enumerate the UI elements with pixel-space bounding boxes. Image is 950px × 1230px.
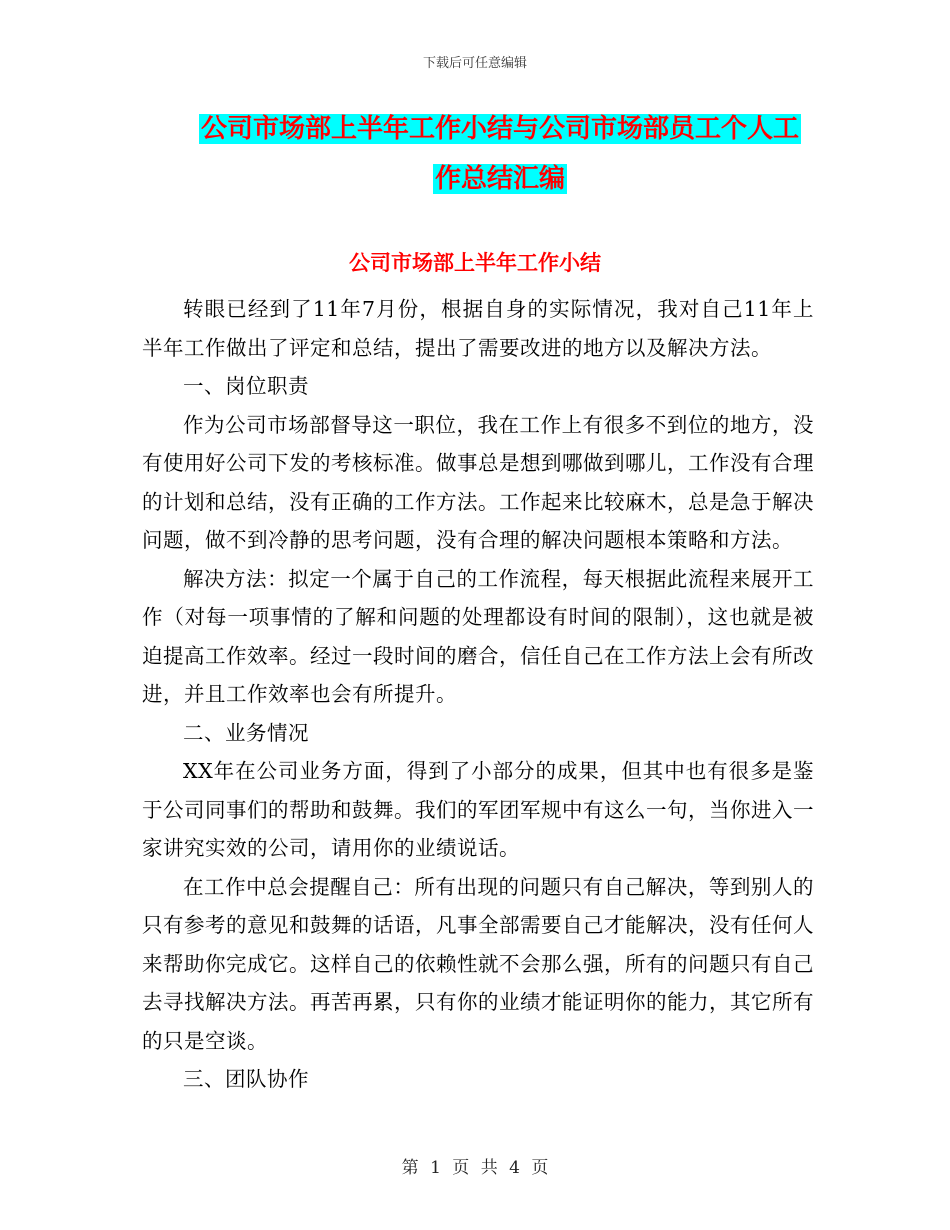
document-body bbox=[142, 290, 814, 1099]
page-number: 第 1 页 共 4 页 bbox=[401, 1158, 549, 1178]
section-heading: 公司市场部上半年工作小结 bbox=[349, 250, 601, 275]
paragraph-duties: 作为公司市场部督导这一职位，我在工作上有很多不到位的地方，没有使用好公司下发的考核标准。做事总是想到哪做到哪儿，工作没有合理的计划和总结，没有正确的工作方法。工作起来比较麻木，总是急于解决问题，做不到冷静的思考问题，没有合理的解决问题根本策略和方法。 bbox=[142, 412, 814, 552]
paragraph-intro: 转眼已经到了11年7月份，根据自身的实际情况，我对自己11年上半年工作做出了评定和总结，提出了需要改进的地方以及解决方法。 bbox=[142, 297, 814, 360]
paragraph-business: XX年在公司业务方面，得到了小部分的成果，但其中也有很多是鉴于公司同事们的帮助和鼓舞。我们的军团军规中有这么一句，当你进入一家讲究实效的公司，请用你的业绩说话。 bbox=[142, 759, 814, 860]
heading-teamwork: 三、团队协作 bbox=[183, 1067, 309, 1091]
document-title bbox=[190, 104, 810, 204]
heading-business: 二、业务情况 bbox=[183, 720, 309, 745]
paragraph-solution: 解决方法：拟定一个属于自己的工作流程，每天根据此流程来展开工作（对每一项事情的了解和问题的处理都设有时间的限制），这也就是被迫提高工作效率。经过一段时间的磨合，信任自己在工作方法上会有所改进，并且工作效率也会有所提升。 bbox=[142, 566, 814, 706]
document-title-line-1: 公司市场部上半年工作小结与公司市场部员工个人工 bbox=[200, 114, 799, 144]
header-note: 下载后可任意编辑 bbox=[422, 56, 527, 71]
paragraph-self-reliance: 在工作中总会提醒自己：所有出现的问题只有自己解决，等到别人的只有参考的意见和鼓舞的话语，凡事全部需要自己才能解决，没有任何人来帮助你完成它。这样自己的依赖性就不会那么强，所有的问题只有自己去寻找解决方法。再苦再累，只有你的业绩才能证明你的能力，其它所有的只是空谈。 bbox=[142, 874, 814, 1053]
document-title-line-2: 作总结汇编 bbox=[434, 164, 565, 194]
heading-job-duties: 一、岗位职责 bbox=[183, 374, 309, 398]
